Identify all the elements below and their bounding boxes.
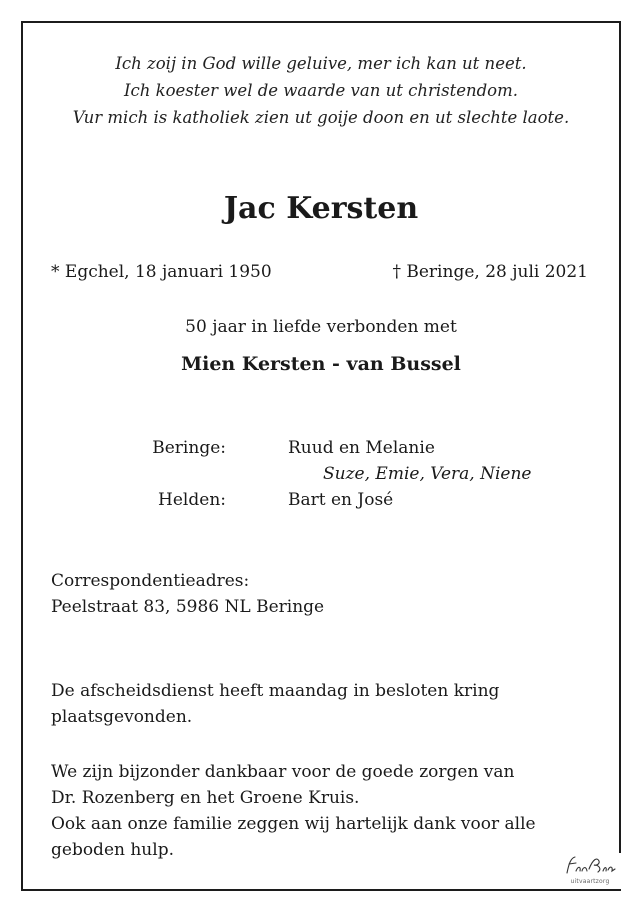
signature-logo-icon <box>559 853 621 879</box>
poem <box>23 50 619 131</box>
family-place: Helden: <box>158 490 226 510</box>
poem-line: Ich zoij in God wille geluive, mer ich kan ut neet. <box>115 54 527 73</box>
family-names: Bart en José <box>288 490 394 510</box>
poem-line: Ich koester wel de waarde van ut christendom. <box>123 81 518 100</box>
service-paragraph: De afscheidsdienst heeft maandag in besloten kring plaatsgevonden. <box>51 681 500 727</box>
thanks-line: We zijn bijzonder dankbaar voor de goede zorgen van <box>51 762 515 782</box>
thanks-line: Dr. Rozenberg en het Groene Kruis. <box>51 788 360 808</box>
logo-caption: uitvaartzorg <box>570 878 610 885</box>
birth-line: * Egchel, 18 januari 1950 <box>51 262 272 282</box>
poem-line: Vur mich is katholiek zien ut goije doon en ut slechte laote. <box>72 108 570 127</box>
funeral-logo <box>559 853 621 889</box>
thanks-line: geboden hulp. <box>51 840 174 860</box>
death-line: † Beringe, 28 juli 2021 <box>392 262 588 282</box>
deceased-name: Jac Kersten <box>223 191 419 226</box>
grandchildren-names: Suze, Emie, Vera, Niene <box>323 464 532 484</box>
spouse-name: Mien Kersten - van Bussel <box>181 353 461 375</box>
family-place: Beringe: <box>152 438 226 458</box>
notice-frame <box>21 21 621 891</box>
thanks-line: Ook aan onze familie zeggen wij hartelijk dank voor alle <box>51 814 536 834</box>
marriage-text: 50 jaar in liefde verbonden met <box>185 317 457 337</box>
correspondence-label: Correspondentieadres: <box>51 571 250 591</box>
correspondence-address: Peelstraat 83, 5986 NL Beringe <box>51 597 325 617</box>
thanks-paragraph <box>51 759 571 863</box>
family-names: Ruud en Melanie <box>288 438 435 458</box>
